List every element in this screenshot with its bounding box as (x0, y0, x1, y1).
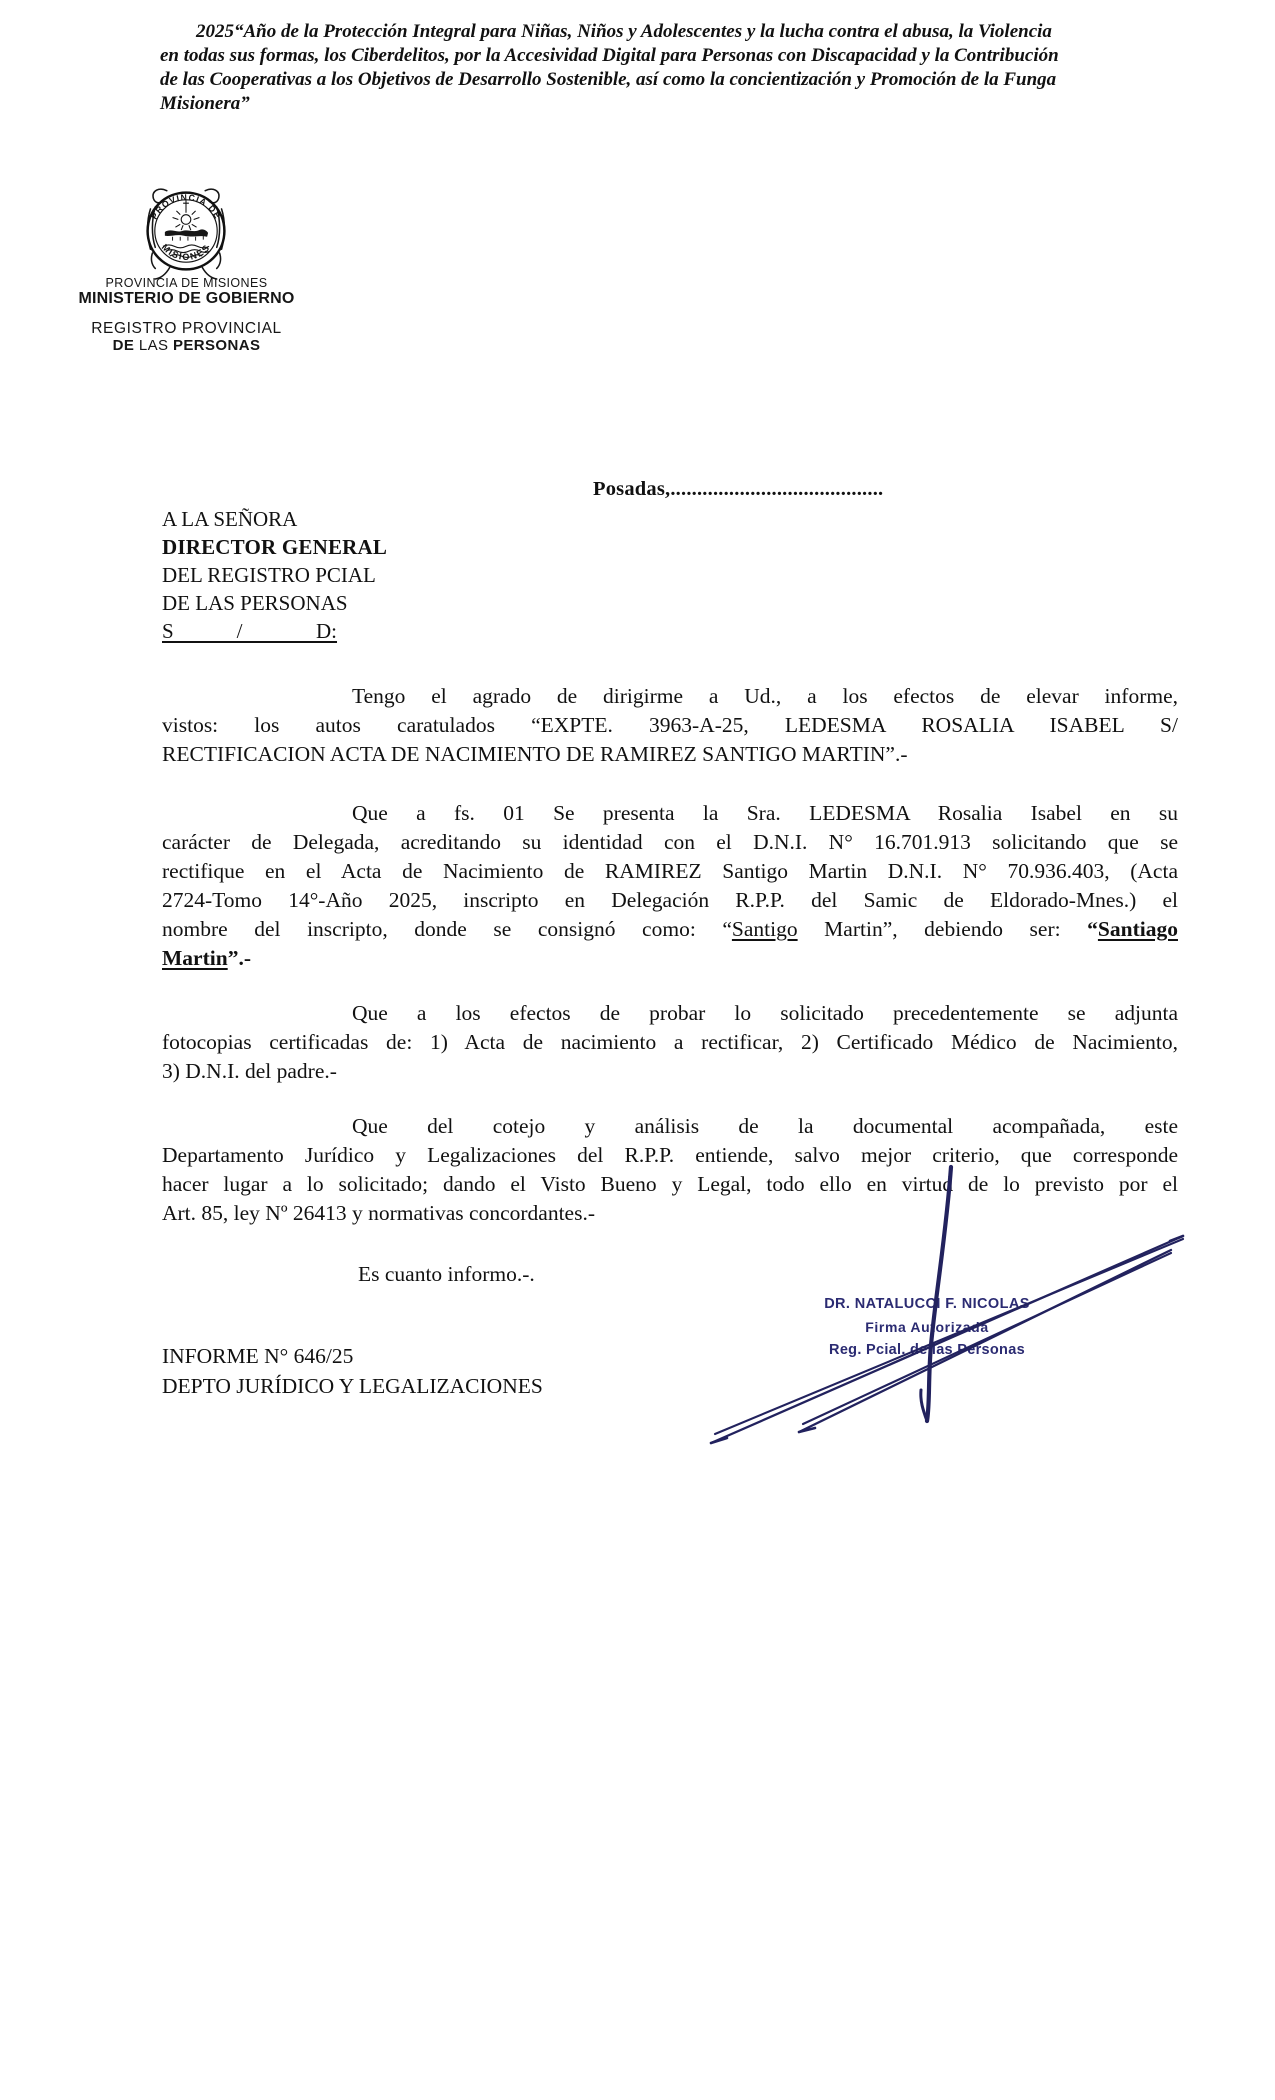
org-name-block (60, 276, 313, 354)
body-line: hacer lugar a lo solicitado; dando el Visto Bueno y Legal, todo ello en virtud de lo previsto por el (162, 1172, 1178, 1196)
corrected-name: Santiago (1097, 917, 1178, 941)
body-line: vistos: los autos caratulados “EXPTE. 3963-A-25, LEDESMA ROSALIA ISABEL S/ (162, 713, 1178, 737)
body-line: fotocopias certificadas de: 1) Acta de nacimiento a rectificar, 2) Certificado Médico de Nacimiento, (162, 1030, 1178, 1054)
paragraph-4 (162, 1112, 1178, 1228)
body-line: 3) D.N.I. del padre.- (162, 1059, 337, 1083)
addressee-line: DEL REGISTRO PCIAL (162, 563, 376, 587)
seal-figure-legs (173, 236, 204, 241)
body-line: nombre del inscripto, donde se consignó como: “Santigo Martin”, debiendo ser: “Santiago (162, 917, 1178, 941)
stamp-office-line: Reg. Pcial. de las Personas (829, 1342, 1025, 1358)
seal-graphic (138, 178, 234, 284)
footer-block (162, 1341, 543, 1401)
provincial-seal-logo (138, 178, 234, 284)
org-province-line: PROVINCIA DE MISIONES (105, 276, 268, 290)
seal-figures-band (165, 229, 208, 236)
seal-top-text: PROVINCIA DE (148, 192, 224, 221)
body-line: Martin”.- (162, 946, 251, 970)
closing-block (162, 1260, 1178, 1289)
body-line: Que a fs. 01 Se presenta la Sra. LEDESMA Rosalia Isabel en su (352, 801, 1178, 825)
salutation-line: S / D: (162, 619, 338, 643)
addressee-line: DIRECTOR GENERAL (162, 535, 388, 559)
body-line: rectifique en el Acta de Nacimiento de RAMIREZ Santigo Martin D.N.I. N° 70.936.403, (Acta (162, 859, 1178, 883)
closing-line: Es cuanto informo.-. (358, 1262, 535, 1286)
epigraph-line: 2025“Año de la Protección Integral para Niñas, Niños y Adolescentes y la lucha contra el abusa, la Violencia (196, 21, 1052, 42)
body-line: 2724-Tomo 14°-Año 2025, inscripto en Delegación R.P.P. del Samic de Eldorado-Mnes.) el (162, 888, 1178, 912)
department-line: DEPTO JURÍDICO Y LEGALIZACIONES (162, 1374, 543, 1398)
stamp-name-line: DR. NATALUCCI F. NICOLAS (824, 1296, 1030, 1312)
seal-bottom-text: MISIONES (159, 242, 213, 262)
addressee-line: A LA SEÑORA (162, 507, 298, 531)
body-line: carácter de Delegada, acreditando su identidad con el D.N.I. N° 16.701.913 solicitando que se (162, 830, 1178, 854)
seal-sun-icon (173, 200, 200, 230)
org-registry-line: REGISTRO PROVINCIAL (91, 320, 282, 337)
epigraph-line: en todas sus formas, los Ciberdelitos, por la Accesividad Digital para Personas con Discapacidad y la Contribución (160, 45, 1059, 66)
authorization-stamp (798, 1293, 1056, 1362)
corrected-name: Martin (162, 946, 228, 970)
epigraph-line: de las Cooperativas a los Objetivos de Desarrollo Sostenible, así como la concientización y Promoción de la Funga (160, 69, 1057, 90)
body-line: Que del cotejo y análisis de la documental acompañada, este (352, 1114, 1178, 1138)
body-line: Tengo el agrado de dirigirme a Ud., a los efectos de elevar informe, (352, 684, 1178, 708)
underlined-name: Santigo (731, 917, 798, 941)
body-line: RECTIFICACION ACTA DE NACIMIENTO DE RAMIREZ SANTIGO MARTIN”.- (162, 742, 908, 766)
stamp-title-line: Firma Autorizada (865, 1319, 989, 1335)
org-ministry-line: MINISTERIO DE GOBIERNO (78, 290, 295, 307)
date-line: Posadas,........................................ (593, 478, 884, 500)
epigraph-line: Misionera” (160, 93, 250, 114)
body-line: Departamento Jurídico y Legalizaciones del R.P.P. entiende, salvo mejor criterio, que corresponde (162, 1143, 1178, 1167)
report-number: INFORME N° 646/25 (162, 1344, 354, 1368)
addressee-line: DE LAS PERSONAS (162, 591, 348, 615)
org-personas-line: DE LAS PERSONAS (112, 337, 261, 354)
paragraph-2 (162, 799, 1178, 973)
body-line: Art. 85, ley Nº 26413 y normativas concordantes.- (162, 1201, 595, 1225)
paragraph-1 (162, 682, 1178, 769)
header-epigraph (160, 20, 1059, 116)
paragraph-3 (162, 999, 1178, 1086)
body-line: Que a los efectos de probar lo solicitado precedentemente se adjunta (352, 1001, 1178, 1025)
addressee-block (162, 505, 387, 645)
